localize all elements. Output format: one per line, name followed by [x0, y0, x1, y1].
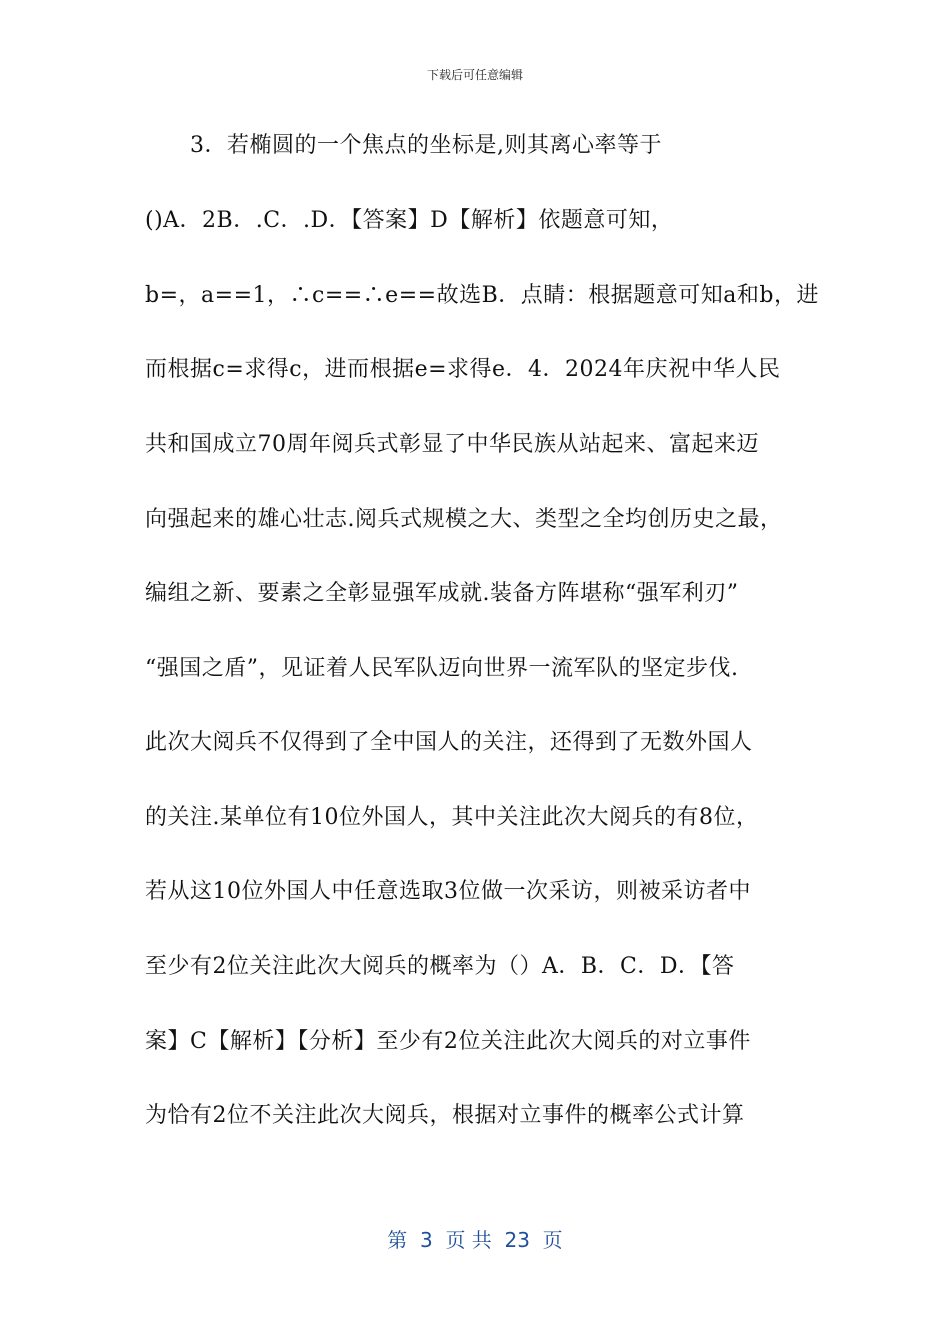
text-line: 此次大阅兵不仅得到了全中国人的关注，还得到了无数外国人 — [145, 730, 753, 755]
text-line: 3．若椭圆的一个焦点的坐标是,则其离心率等于 — [190, 133, 662, 158]
text-line: b=，a==1，∴c==∴e==故选B．点睛：根据题意可知a和b，进 — [145, 283, 819, 308]
text-line: 向强起来的雄心壮志.阅兵式规模之大、类型之全均创历史之最， — [145, 507, 783, 532]
text-line: 若从这10位外国人中任意选取3位做一次采访，则被采访者中 — [145, 879, 751, 904]
text-line: 为恰有2位不关注此次大阅兵，根据对立事件的概率公式计算 — [145, 1103, 745, 1128]
text-line: “强国之盾”，见证着人民军队迈向世界一流军队的坚定步伐. — [145, 656, 739, 681]
page-footer: 第 3 页 共 23 页 — [387, 1228, 563, 1252]
text-line: 案】C【解析】【分析】至少有2位关注此次大阅兵的对立事件 — [145, 1029, 751, 1054]
text-line: 的关注.某单位有10位外国人，其中关注此次大阅兵的有8位， — [145, 805, 759, 830]
text-line: 编组之新、要素之全彰显强军成就.装备方阵堪称“强军利刃” — [145, 581, 739, 606]
text-line: 而根据c=求得c，进而根据e=求得e．4．2024年庆祝中华人民 — [145, 357, 781, 382]
text-line: ()A．2B．.C．.D．【答案】D【解析】依题意可知， — [145, 208, 674, 233]
text-line: 至少有2位关注此次大阅兵的概率为（）A．B．C．D．【答 — [145, 954, 735, 979]
header-note: 下载后可任意编辑 — [426, 68, 523, 82]
text-line: 共和国成立70周年阅兵式彰显了中华民族从站起来、富起来迈 — [145, 432, 759, 457]
